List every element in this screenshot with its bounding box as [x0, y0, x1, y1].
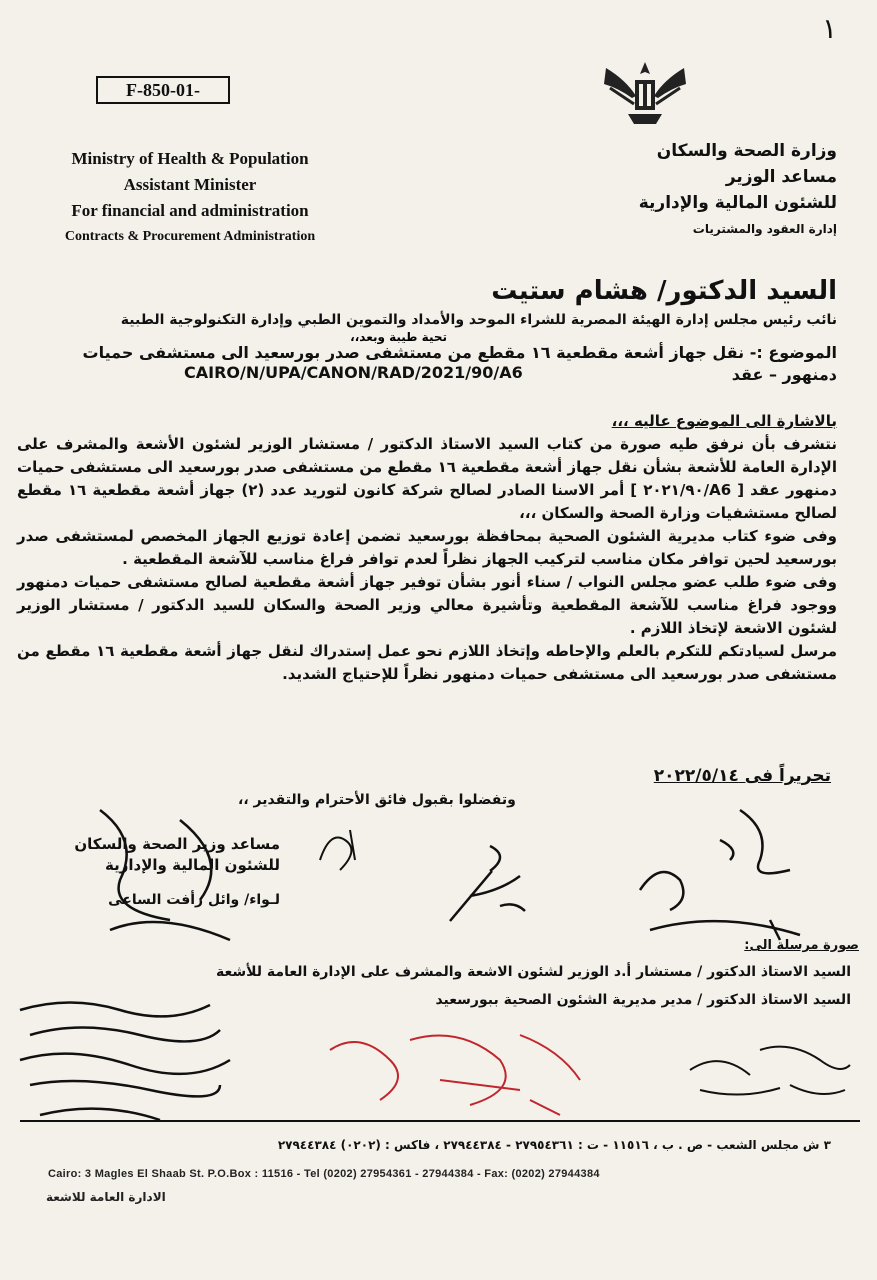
- signatory-name: لـواء/ وائل رأفت الساعى: [108, 892, 280, 908]
- contracts-admin-ar: إدارة العقود والمشتريات: [692, 222, 837, 236]
- handwritten-signature-3: [430, 836, 540, 926]
- page-number: ١: [821, 12, 837, 45]
- ministry-name-en: Ministry of Health & Population: [71, 149, 309, 168]
- contract-reference: CAIRO/N/UPA/CANON/RAD/2021/90/A6: [184, 363, 523, 382]
- form-code: F-850-01-: [96, 76, 230, 104]
- signatory-title: مساعد وزير الصحة والسكان: [74, 835, 280, 853]
- footer-divider: [20, 1120, 860, 1122]
- letter-body: [17, 410, 837, 686]
- department-stamp: الادارة العامة للاشعة: [46, 1190, 166, 1204]
- body-paragraph-1: نتشرف بأن نرفق طيه صورة من كتاب السيد الاستاذ الدكتور / مستشار الوزير لشئون الأشعة والمشرف على الإدارة العامة للأشعة بشأن نقل جهاز أشعة مقطعية ١٦ مقطع من مستشفى صدر بورسعيد الى مستشفى حميات دمنهور عقد [ A6/٢٠٢١/٩٠ ] أمر الاسنا الصادر لصالح شركة كانون لتوريد عدد (٢) جهاز أشعة مقطعية ١٦ مقطع لصالح مستشفيات وزارة الصحة والسكان ،،،: [17, 435, 837, 522]
- copy-recipient-1: السيد الاستاذ الدكتور / مستشار أ.د الوزير لشئون الاشعة والمشرف على الإدارة العامة للأشعة: [216, 964, 851, 980]
- header-english: [40, 146, 340, 250]
- copies-list: [91, 958, 851, 1014]
- date-written: تحريراً فى ٢٠٢٢/٥/١٤: [653, 766, 831, 786]
- greeting: تحية طيبة وبعد،،: [350, 330, 447, 344]
- assistant-minister-ar: مساعد الوزير: [725, 167, 837, 187]
- contracts-admin-en: Contracts & Procurement Administration: [64, 229, 316, 244]
- signatory-department: للشئون المالية والإدارية: [105, 856, 280, 874]
- handwritten-signature-2: [310, 820, 370, 880]
- header-arabic: [517, 138, 837, 242]
- footer-address-ar: ٣ ش مجلس الشعب - ص . ب ، ١١٥١٦ - ت : ٢٧٩٥٤٣٦١ - ٢٧٩٤٤٣٨٤ ، فاكس : (٠٢٠٢) ٢٧٩٤٤٣٨٤: [277, 1138, 831, 1152]
- signature-block: [40, 834, 280, 911]
- body-paragraph-4: مرسل لسيادتكم للتكرم بالعلم والإحاطه وإتخاذ اللازم نحو عمل إستدراك لنقل جهاز أشعة مقطعية ١٦ مقطع من مستشفى صدر بورسعيد الى مستشفى حميات دمنهور نظراً للإحتياج الشديد.: [17, 642, 837, 683]
- handwritten-signature-4: [620, 800, 810, 950]
- assistant-minister-en: Assistant Minister: [123, 175, 257, 194]
- closing-phrase: وتفضلوا بقبول فائق الأحترام والتقدير ،،: [238, 792, 516, 808]
- addressee-name: السيد الدكتور/ هشام ستيت: [491, 276, 837, 306]
- subject-line: الموضوع :- نقل جهاز أشعة مقطعية ١٦ مقطع من مستشفى صدر بورسعيد الى مستشفى حميات دمنهور – عقد: [82, 343, 837, 384]
- financial-admin-ar: للشئون المالية والإدارية: [638, 193, 837, 213]
- eagle-emblem-icon: [596, 58, 694, 128]
- footer-address-en: Cairo: 3 Magles El Shaab St. P.O.Box : 11516 - Tel (0202) 27954361 - 27944384 - Fax: (0202) 27944384: [48, 1168, 600, 1180]
- reference-heading: بالاشارة الى الموضوع عاليه ،،،: [611, 412, 837, 430]
- ministry-name-ar: وزارة الصحة والسكان: [656, 141, 837, 161]
- handwritten-notes-right: [680, 1030, 860, 1110]
- copies-heading: صورة مرسلة الى:: [744, 938, 859, 953]
- handwritten-notes-red: [320, 1020, 600, 1120]
- body-paragraph-3: وفى ضوء طلب عضو مجلس النواب / سناء أنور بشأن توفير جهاز أشعة مقطعية لصالح مستشفى حميات دمنهور ووجود فراغ مناسب للآشعة المقطعية وتأشيرة معالي وزير الصحة والسكان للسيد الدكتور / مستشار الوزير لشئون الاشعة لإتخاذ اللازم .: [17, 573, 837, 637]
- copy-recipient-2: السيد الاستاذ الدكتور / مدير مديرية الشئون الصحية ببورسعيد: [435, 992, 851, 1008]
- addressee-title: نائب رئيس مجلس إدارة الهيئة المصرية للشراء الموحد والأمداد والتموين الطبي وإدارة التكنولوجية الطبية: [120, 312, 837, 328]
- body-paragraph-2: وفى ضوء كتاب مديرية الشئون الصحية بمحافظة بورسعيد تضمن إعادة توزيع الجهاز المخصص لمستشفى صدر بورسعيد لحين توافر مكان مناسب لتركيب الجهاز نظراً لعدم توافر فراغ مناسب للآشعة المقطعية .: [17, 527, 837, 568]
- financial-admin-en: For financial and administration: [71, 201, 309, 220]
